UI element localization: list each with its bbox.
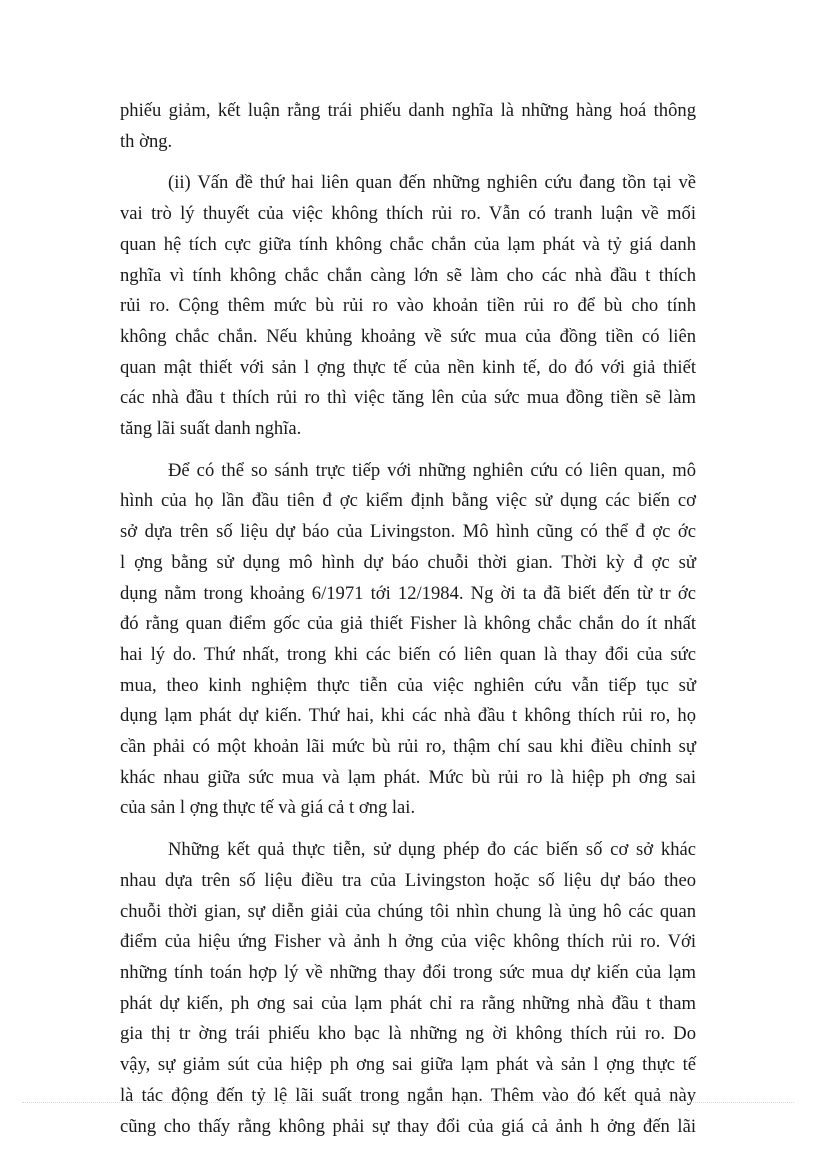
text-line: l ợng bằng sử dụng mô hình dự báo chuỗi thời gian. Thời kỳ đ ợc sử [120,551,696,573]
text-line: phát dự kiến, ph ơng sai của lạm phát chỉ ra rằng những nhà đầu t tham [120,992,696,1014]
paragraph-1 [120,96,696,157]
text-line: rủi ro. Cộng thêm mức bù rủi ro vào khoản tiền rủi ro để bù cho tính [120,295,696,317]
text-line: điểm của hiệu ứng Fisher và ảnh h ởng của việc không thích rủi ro. Với [120,931,696,953]
text-line: những tính toán hợp lý về những thay đổi trong sức mua dự kiến của lạm [120,961,696,983]
text-line: không chắc chắn. Nếu khủng khoảng về sức mua của đồng tiền có liên [120,325,696,347]
page-bottom-divider [22,1102,794,1103]
document-page [120,96,696,1153]
text-line: chuỗi thời gian, sự diễn giải của chúng tôi nhìn chung là ủng hô các quan [120,900,696,922]
text-line: sở dựa trên số liệu dự báo của Livingston. Mô hình cũng có thể đ ợc ớc [120,521,696,543]
text-line: cũng cho thấy rằng không phải sự thay đổi của giá cả ảnh h ởng đến lãi [120,1115,696,1137]
text-line: Những kết quả thực tiễn, sử dụng phép đo các biến số cơ sở khác [168,839,696,861]
paragraph-4 [120,835,696,1142]
text-line: dụng nằm trong khoảng 6/1971 tới 12/1984. Ng ời ta đã biết đến từ tr ớc [120,582,696,604]
paragraph-3 [120,456,696,824]
text-line: đó rằng quan điểm gốc của giả thiết Fisher là không chắc chắn do ít nhất [120,613,696,635]
text-line: (ii) Vấn đề thứ hai liên quan đến những nghiên cứu đang tồn tại về [168,172,696,194]
text-line: nhau dựa trên số liệu điều tra của Livingston hoặc số liệu dự báo theo [120,869,696,891]
text-line: dụng lạm phát dự kiến. Thứ hai, khi các nhà đầu t không thích rủi ro, họ [120,705,696,727]
text-line: tăng lãi suất danh nghĩa. [120,418,302,440]
text-line: gia thị tr ờng trái phiếu kho bạc là những ng ời không thích rủi ro. Do [120,1023,696,1045]
text-line: của sản l ợng thực tế và giá cả t ơng lai. [120,797,416,819]
text-line: vai trò lý thuyết của việc không thích rủi ro. Vẫn có tranh luận về mối [120,203,696,225]
text-line: hình của họ lần đầu tiên đ ợc kiểm định bằng việc sử dụng các biến cơ [120,490,696,512]
text-line: phiếu giảm, kết luận rằng trái phiếu danh nghĩa là những hàng hoá thông [120,100,696,121]
text-line: th ờng. [120,130,173,152]
text-line: hai lý do. Thứ nhất, trong khi các biến có liên quan là thay đổi của sức [120,643,696,665]
paragraph-2 [120,168,696,444]
text-line: Để có thể so sánh trực tiếp với những nghiên cứu có liên quan, mô [168,459,696,481]
text-line: quan mật thiết với sản l ợng thực tế của nền kinh tế, do đó với giả thiết [120,356,696,378]
text-line: là tác động đến tỷ lệ lãi suất trong ngắn hạn. Thêm vào đó kết quả này [120,1084,696,1106]
text-line: mua, theo kinh nghiệm thực tiễn của việc nghiên cứu vẫn tiếp tục sử [120,674,696,696]
text-line: vậy, sự giảm sút của hiệp ph ơng sai giữa lạm phát và sản l ợng thực tế [120,1054,696,1076]
text-line: các nhà đầu t thích rủi ro thì việc tăng lên của sức mua đồng tiền sẽ làm [120,387,696,409]
text-line: quan hệ tích cực giữa tính không chắc chắn của lạm phát và tỷ giá danh [120,233,696,255]
text-line: cần phải có một khoản lãi mức bù rủi ro, thậm chí sau khi điều chỉnh sự [120,736,696,758]
text-line: nghĩa vì tính không chắc chắn càng lớn sẽ làm cho các nhà đầu t thích [120,264,696,286]
text-line: khác nhau giữa sức mua và lạm phát. Mức bù rủi ro là hiệp ph ơng sai [120,766,696,788]
